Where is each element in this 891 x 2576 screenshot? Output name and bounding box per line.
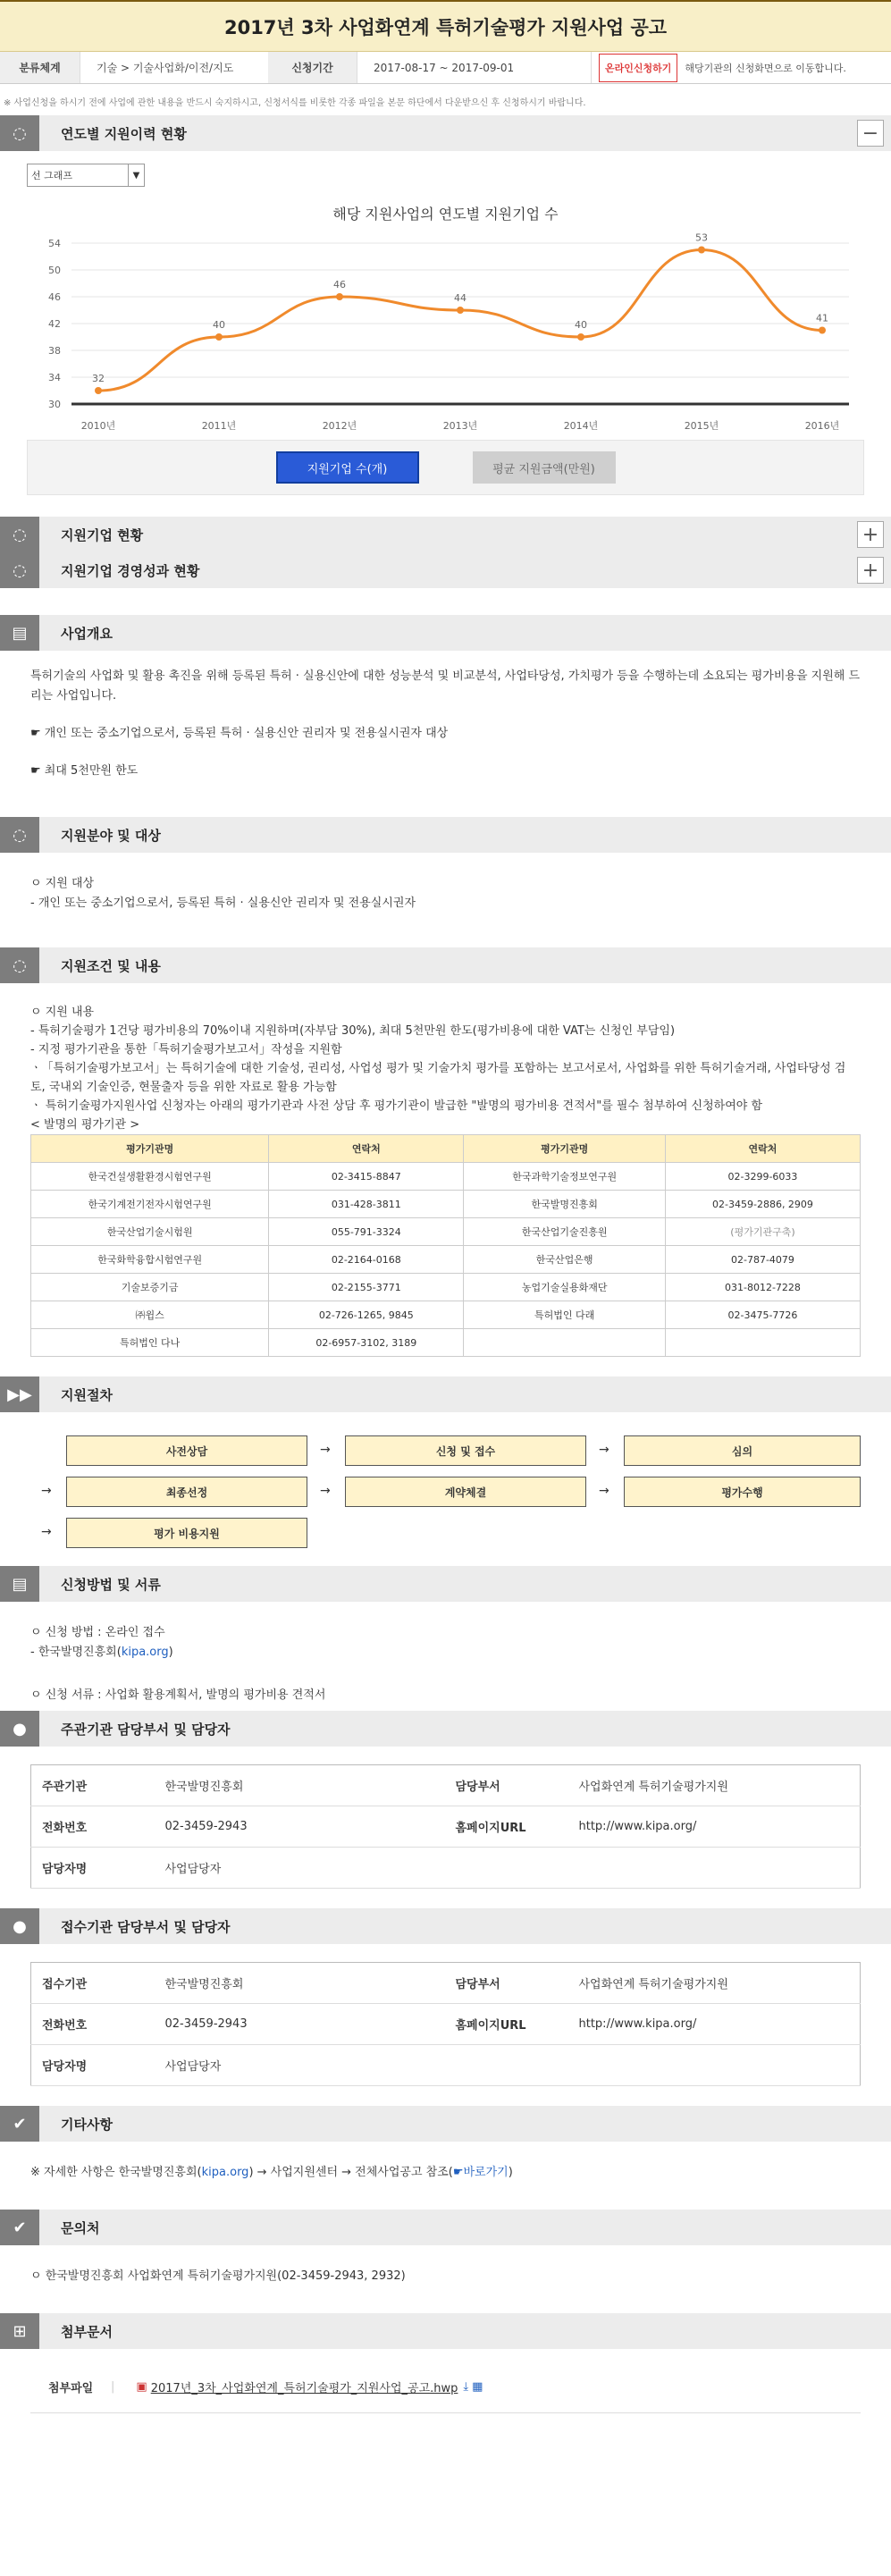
host-body [0,1747,891,1908]
data-point [819,327,826,334]
apply-online-button[interactable]: 온라인신청하기 [599,54,677,82]
period-label: 신청기간 [268,52,357,83]
table-caption: < 발명의 평가기관 > [30,1118,140,1132]
info-key: 담당부서 [445,1963,568,2004]
overview-target: ☛ 개인 또는 중소기업으로서, 등록된 특허 · 실용신안 권리자 및 전용실시권자 대상 [30,727,449,740]
field-line: - 개인 또는 중소기업으로서, 등록된 특허 · 실용신안 권리자 및 전용실시권자 [30,897,416,910]
arrow-right-icon: → [320,1484,331,1498]
cell: 한국화학융합시험연구원 [31,1246,269,1274]
chart-title: 해당 지원사업의 연도별 지원기업 수 [332,206,559,223]
section-method [0,1566,891,1602]
info-key: 전화번호 [31,2004,155,2045]
data-point [95,387,102,394]
y-tick-label: 30 [48,399,61,410]
table-row [31,1246,861,1274]
table-header: 연락처 [665,1135,860,1163]
cell: (평가기관구축) [665,1218,860,1246]
line-chart [27,225,864,440]
data-point [457,307,464,314]
chart-type-select[interactable] [27,164,145,187]
overview-limit: ☛ 최대 5천만원 한도 [30,764,139,778]
divider: | [111,2380,115,2394]
person-icon: ● [0,1711,39,1747]
arrow-right-icon: → [320,1443,331,1457]
info-value: 사업담당자 [155,2045,445,2086]
table-row [31,1191,861,1218]
method-body [0,1602,891,1711]
section-history [0,115,891,151]
x-tick-label: 2014년 [563,420,599,432]
y-tick-label: 38 [48,345,61,357]
info-value: 한국발명진흥회 [155,1765,445,1806]
step-box: 평가수행 [624,1477,861,1507]
info-key: 홈페이지URL [445,2004,568,2045]
etc-text: ) → 사업지원센터 → 전체사업공고 참조( [248,2166,453,2179]
cell: 02-3459-2886, 2909 [665,1191,860,1218]
homepage-link[interactable]: http://www.kipa.org/ [568,2004,861,2045]
data-label: 40 [575,319,587,331]
section-title: 신청방법 및 서류 [61,1576,161,1593]
data-label: 46 [333,279,346,290]
step-box: 평가 비용지원 [66,1518,307,1548]
condition-line: - 특허기술평가 1건당 평가비용의 70%이내 지원하며(자부담 30%), 최대 5천만원 한도(평가비용에 대한 VAT는 신청인 부담임) [30,1024,676,1038]
chevron-down-icon: ▼ [128,164,144,186]
evaluator-table [30,1134,861,1357]
cell: 한국산업기술진흥원 [464,1218,666,1246]
table-header: 연락처 [269,1135,464,1163]
info-value: 02-3459-2943 [155,1806,445,1848]
download-icon[interactable]: ⤓ [463,2380,469,2394]
condition-line: - 지정 평가기관을 통한「특허기술평가보고서」작성을 지원함 [30,1043,342,1056]
y-tick-label: 54 [48,238,61,249]
section-condition [0,947,891,983]
data-point [577,333,584,341]
section-title: 연도별 지원이력 현황 [61,125,187,142]
chart-buttons [27,440,864,495]
condition-line: ㆍ「특허기술평가보고서」는 특허기술에 대한 기술성, 권리성, 사업성 평가 및 기술가치 평가를 포함하는 보고서로서, 사업화를 위한 특허기술거래, 사업타당성 검토, 국내외 기술인증, 현물출자 등을 위한 자료로 활용 가능함 [30,1062,846,1094]
x-tick-label: 2015년 [684,420,719,432]
cell [464,1329,666,1357]
section-field [0,817,891,853]
loading-dots-icon: ◌ [0,947,39,983]
section-title: 첨부문서 [61,2323,113,2340]
page-title: 2017년 3차 사업화연계 특허기술평가 지원사업 공고 [0,0,891,52]
condition-line: ㅇ 지원 내용 [30,1006,95,1019]
condition-body [0,983,891,1373]
arrow-right-icon: → [599,1443,609,1457]
section-performance [0,552,891,588]
y-tick-label: 46 [48,291,61,303]
contact-line: ㅇ 한국발명진흥회 사업화연계 특허기술평가지원(02-3459-2943, 2932) [30,2269,406,2283]
cell: 02-2155-3771 [269,1274,464,1301]
procedure-flow [0,1412,891,1566]
section-title: 지원조건 및 내용 [61,957,161,974]
info-value: 사업화연계 특허기술평가지원 [568,1765,861,1806]
cell: 02-3475-7726 [665,1301,860,1329]
loading-dots-icon: ◌ [0,115,39,151]
chart-area [0,151,891,517]
info-value: 사업화연계 특허기술평가지원 [568,1963,861,2004]
table-row [31,1274,861,1301]
table-row [31,1163,861,1191]
cell: 02-3415-8847 [269,1163,464,1191]
section-receiver [0,1908,891,1944]
info-key: 담당자명 [31,1848,155,1889]
kipa-link[interactable]: kipa.org [121,1646,169,1659]
category-value: 기술 > 기술사업화/이전/지도 [97,62,234,74]
cell: 특허법인 다나 [31,1329,269,1357]
check-icon: ✔ [0,2210,39,2245]
arrow-right-icon: → [599,1484,609,1498]
cell: 한국과학기술정보연구원 [464,1163,666,1191]
table-header: 평가기관명 [31,1135,269,1163]
section-title: 접수기관 담당부서 및 담당자 [61,1918,231,1935]
attachment-row [30,2361,861,2413]
overview-body [0,651,891,817]
data-label: 53 [695,232,708,244]
receiver-table [30,1962,861,2086]
avg-amount-button[interactable]: 평균 지원금액(만원) [473,451,616,484]
section-companies [0,517,891,552]
cell: 농업기술실용화재단 [464,1274,666,1301]
info-value: 02-3459-2943 [155,2004,445,2045]
attachment-file-link[interactable]: 2017년_3차_사업화연계_특허기술평가_지원사업_공고.hwp [150,2382,458,2395]
section-title: 지원분야 및 대상 [61,827,161,844]
cell: 031-428-3811 [269,1191,464,1218]
step-box: 사전상담 [66,1435,307,1466]
section-procedure [0,1376,891,1412]
notice-text: ※ 사업신청을 하시기 전에 사업에 관한 내용을 반드시 숙지하시고, 신청서식를 비롯한 각종 파일을 본문 하단에서 다운받으신 후 신청하시기 바랍니다. [4,98,586,108]
x-tick-label: 2011년 [201,420,237,432]
series-line [98,250,822,391]
section-title: 사업개요 [61,625,113,642]
plus-box-icon: ⊞ [0,2313,39,2349]
arrow-right-icon: → [41,1484,52,1498]
info-key: 주관기관 [31,1765,155,1806]
section-title: 주관기관 담당부서 및 담당자 [61,1721,231,1738]
cell: 02-726-1265, 9845 [269,1301,464,1329]
homepage-link[interactable]: http://www.kipa.org/ [568,1806,861,1848]
cell [665,1329,860,1357]
loading-dots-icon: ◌ [0,517,39,552]
info-key: 담당부서 [445,1765,568,1806]
apply-note: 해당기관의 신청화면으로 이동합니다. [685,62,846,74]
loading-dots-icon: ◌ [0,552,39,588]
table-row [31,1218,861,1246]
select-value: 선 그래프 [31,170,73,181]
expand-button[interactable]: + [857,557,884,584]
data-label: 41 [816,312,828,324]
info-key: 전화번호 [31,1806,155,1848]
field-body [0,853,891,937]
companies-count-button[interactable]: 지원기업 수(개) [276,451,419,484]
data-point [698,247,705,254]
cell: 02-2164-0168 [269,1246,464,1274]
cell: ㈜윕스 [31,1301,269,1329]
section-title: 지원기업 경영성과 현황 [61,562,200,579]
section-title: 지원절차 [61,1386,113,1403]
expand-button[interactable]: + [857,521,884,548]
condition-line: ㆍ 특허기술평가지원사업 신청자는 아래의 평가기관과 사전 상담 후 평가기관이 발급한 "발명의 평가비용 견적서"를 필수 첨부하여 신청하여야 함 [30,1099,762,1113]
collapse-button[interactable]: − [857,120,884,147]
x-tick-label: 2016년 [804,420,840,432]
data-point [215,333,223,341]
table-row [31,1329,861,1357]
method-text: - 한국발명진흥회( [30,1646,122,1659]
kipa-link[interactable]: kipa.org [201,2166,249,2179]
section-overview [0,615,891,651]
cell: 특허법인 다래 [464,1301,666,1329]
cell: 031-8012-7228 [665,1274,860,1301]
method-line: ㅇ 신청 서류 : 사업화 활용계획서, 발명의 평가비용 견적서 [30,1688,326,1702]
etc-line [30,2163,861,2183]
data-point [336,293,343,300]
preview-icon[interactable]: ▦ [472,2380,483,2394]
cell: 한국산업은행 [464,1246,666,1274]
section-attach [0,2313,891,2349]
arrow-right-icon: → [41,1525,52,1539]
step-box: 계약체결 [345,1477,586,1507]
etc-text: ※ 자세한 사항은 한국발명진흥회( [30,2166,202,2179]
section-title: 문의처 [61,2219,100,2236]
cell: 한국발명진흥회 [464,1191,666,1218]
data-label: 44 [454,292,467,304]
cell: 한국건설생활환경시험연구원 [31,1163,269,1191]
method-line: ㅇ 신청 방법 : 온라인 접수 [30,1626,165,1639]
hwp-file-icon: ▣ [136,2380,147,2394]
loading-dots-icon: ◌ [0,817,39,853]
meta-bar [0,52,891,84]
method-text: ) [168,1646,173,1659]
document-icon: ▤ [0,615,39,651]
cell: 055-791-3324 [269,1218,464,1246]
person-icon: ● [0,1908,39,1944]
table-row [31,1301,861,1329]
field-line: ㅇ 지원 대상 [30,877,95,890]
contact-body [0,2245,891,2313]
host-table [30,1764,861,1889]
section-host [0,1711,891,1747]
cell: 기술보증기금 [31,1274,269,1301]
info-value: 한국발명진흥회 [155,1963,445,2004]
info-key: 담당자명 [31,2045,155,2086]
x-tick-label: 2012년 [322,420,357,432]
y-tick-label: 50 [48,265,61,276]
cell: 한국산업기술시험원 [31,1218,269,1246]
cell: 02-3299-6033 [665,1163,860,1191]
section-etc [0,2106,891,2142]
check-icon: ✔ [0,2106,39,2142]
x-tick-label: 2013년 [442,420,478,432]
fast-forward-icon: ▶▶ [0,1376,39,1412]
overview-text: 특허기술의 사업화 및 활용 촉진을 위해 등록된 특허 · 실용신안에 대한 성능분석 및 비교분석, 사업타당성, 가치평가 등을 수행하는데 소요되는 평가비용을 지원해 드리는 사업입니다. [30,669,861,703]
y-tick-label: 42 [48,318,61,330]
document-icon: ▤ [0,1566,39,1602]
cell: 02-787-4079 [665,1246,860,1274]
step-box: 최종선정 [66,1477,307,1507]
cell: 02-6957-3102, 3189 [269,1329,464,1357]
cell: 한국기계전기전자시험연구원 [31,1191,269,1218]
step-box: 신청 및 접수 [345,1435,586,1466]
etc-text: ) [508,2166,513,2179]
step-box: 심의 [624,1435,861,1466]
section-contact [0,2210,891,2245]
x-tick-label: 2010년 [80,420,116,432]
data-label: 32 [92,373,105,384]
section-title: 기타사항 [61,2116,113,2133]
info-value: 사업담당자 [155,1848,445,1889]
y-tick-label: 34 [48,372,61,383]
data-label: 40 [213,319,225,331]
attach-label: 첨부파일 [48,2382,94,2395]
info-key: 홈페이지URL [445,1806,568,1848]
receiver-body [0,1944,891,2106]
info-key: 접수기관 [31,1963,155,2004]
period-value: 2017-08-17 ~ 2017-09-01 [357,52,592,83]
section-title: 지원기업 현황 [61,526,144,543]
etc-body [0,2142,891,2210]
category-label: 분류체계 [0,52,80,83]
method-line [30,1643,861,1663]
shortcut-link[interactable]: ☛바로가기 [452,2166,509,2179]
table-header: 평가기관명 [464,1135,666,1163]
